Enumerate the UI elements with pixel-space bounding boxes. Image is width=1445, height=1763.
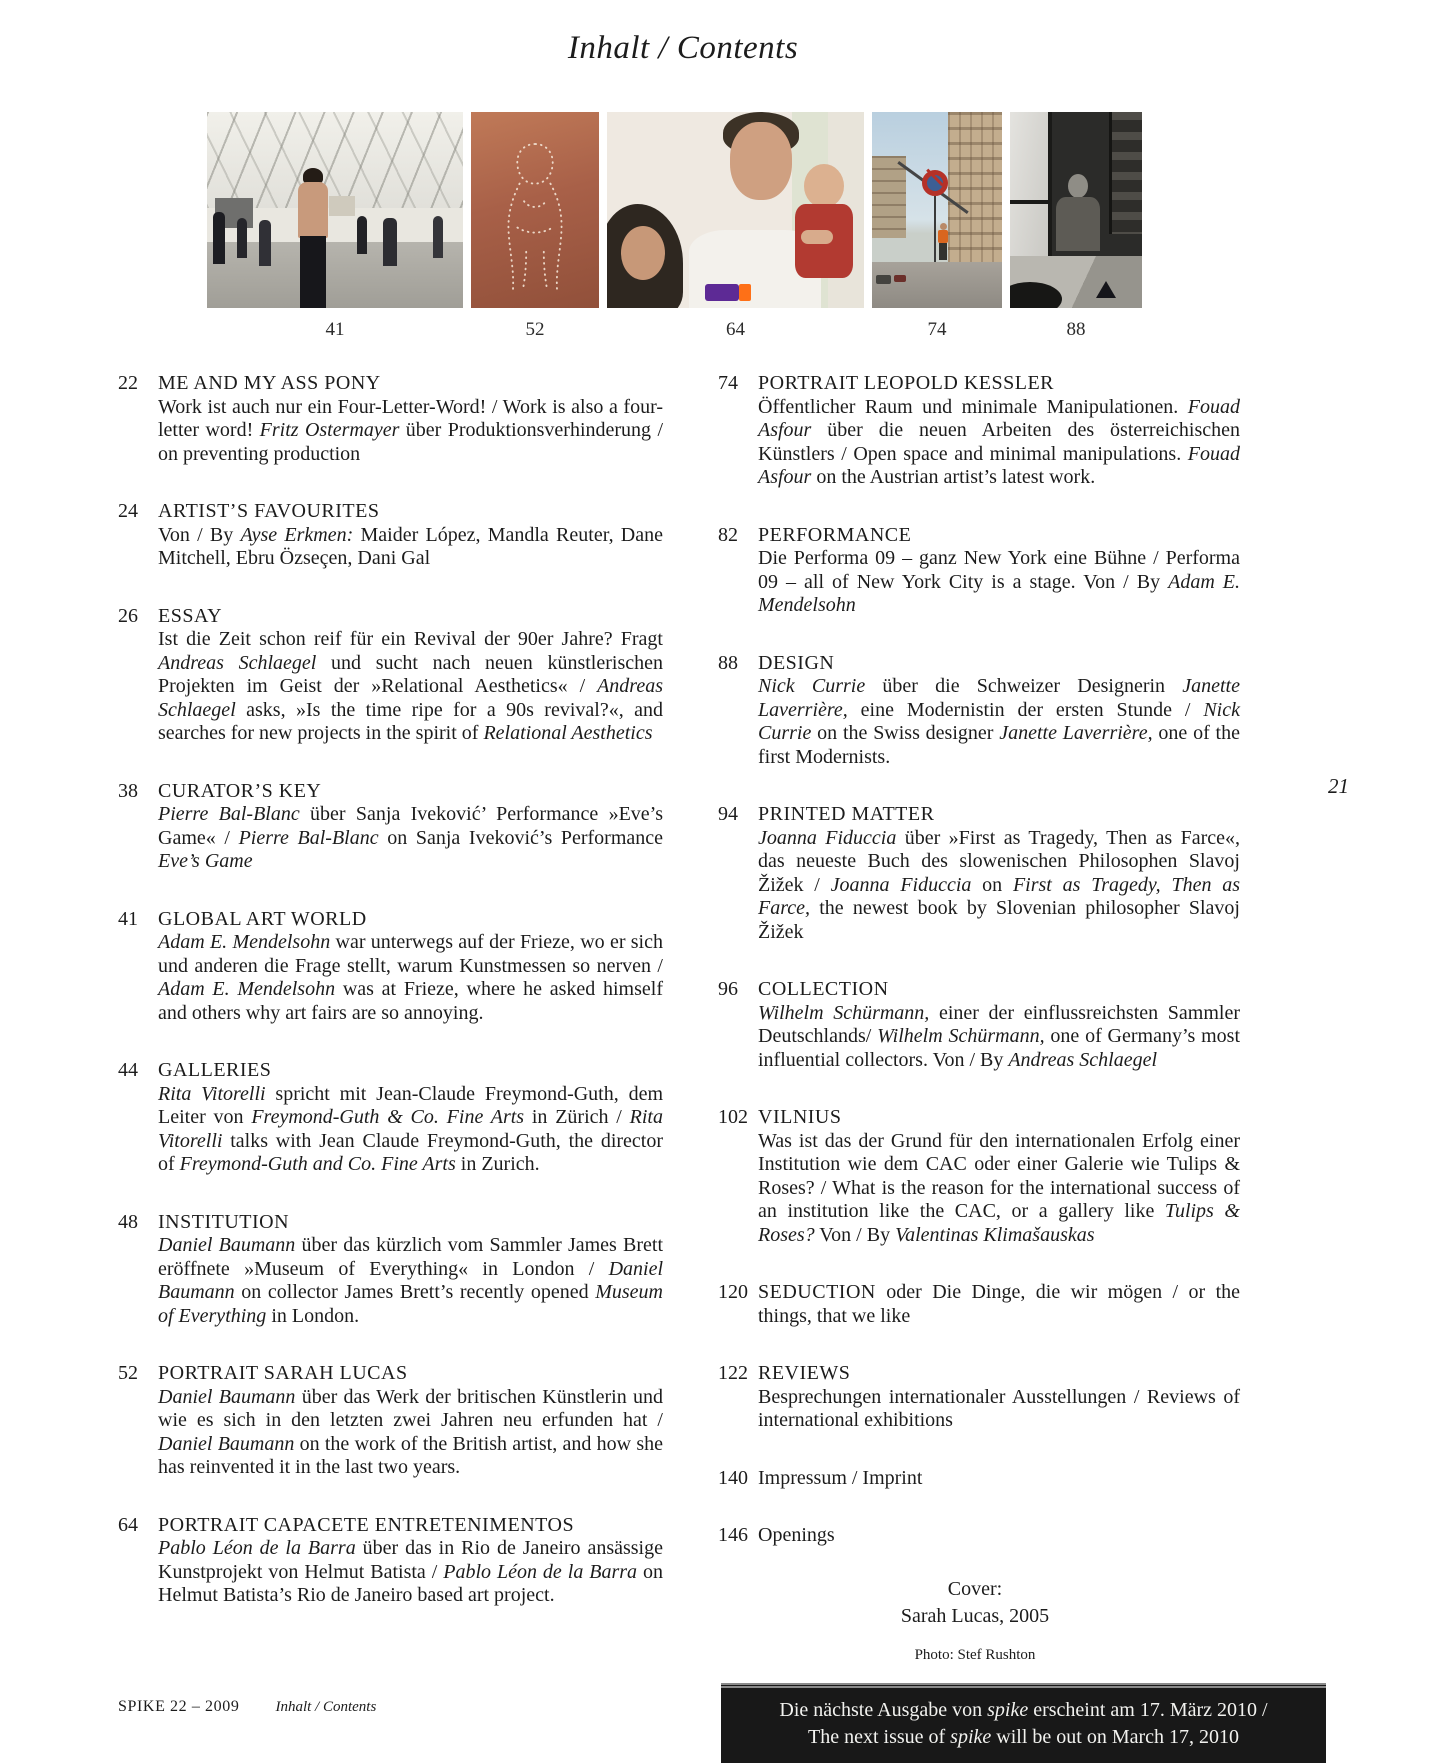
toc-entry-text: Openings [758, 1524, 835, 1546]
toc-entry-text: ME AND MY ASS PONY Work ist auch nur ein Four-Letter-Word! / Work is also a four-letter word! Fritz Ostermayer über Produktionsverhinderung / on preventing production [158, 372, 663, 465]
toc-entry-page-number: 120 [718, 1281, 748, 1303]
photo-thumbnail-embroidery [471, 112, 599, 341]
toc-entry [118, 500, 663, 571]
toc-entry [718, 1362, 1240, 1433]
toc-entry-text: PRINTED MATTER Joanna Fiduccia über »First as Tragedy, Then as Farce«, das neueste Buch des slowenischen Philosophen Slavoj Žižek / Joanna Fiduccia on First as Tragedy, Then as Farce, the newest book by Slovenian philosopher Slavoj Žižek [758, 803, 1241, 943]
photo-embroidery-image [471, 112, 599, 308]
toc-entry-page-number: 140 [718, 1466, 748, 1489]
toc-entry [718, 1281, 1240, 1328]
photo-thumbnail-portrait-bw [1010, 112, 1142, 341]
photo-strip [207, 112, 1142, 341]
toc-entry [718, 652, 1240, 770]
toc-entry-page-number: 146 [718, 1524, 748, 1546]
toc-entry [118, 1514, 663, 1608]
photo-thumbnail-street [872, 112, 1002, 341]
toc-entry [118, 908, 663, 1026]
toc-entry [718, 1106, 1240, 1247]
page-title: Inhalt / Contents [567, 30, 799, 66]
toc-entry-text: PORTRAIT LEOPOLD KESSLER Öffentlicher Raum und minimale Manipulationen. Fouad Asfour über die neuen Arbeiten des österreichischen Künstlers / Open space and minimal manipulations. Fouad Asfour on the Austrian artist’s latest work. [758, 372, 1240, 488]
toc-entry-text: Impressum / Imprint [758, 1466, 923, 1489]
toc-entry-text: ESSAY Ist die Zeit schon reif für ein Revival der 90er Jahre? Fragt Andreas Schlaegel und sucht nach neuen künstlerischen Projekten im Geist der »Relational Aesthetics« / Andreas Schlaegel asks, »Is the time ripe for a 90s revival?«, and searches for new projects in the spirit of Relational Aesthetics [158, 604, 663, 744]
toc-entry-page-number: 22 [118, 372, 138, 394]
photo-caption-page-number: 64 [726, 319, 745, 340]
folio-page-number: 21 [1328, 774, 1349, 798]
cover-title: Sarah Lucas, 2005 [900, 1605, 1050, 1627]
toc-entry-text: PORTRAIT CAPACETE ENTRETENIMENTOS Pablo Léon de la Barra über das in Rio de Janeiro ansässige Kunstprojekt von Helmut Batista / Pablo Léon de la Barra on Helmut Batista’s Rio de Janeiro based art project. [158, 1513, 663, 1606]
toc-entry-text: SEDUCTION oder Die Dinge, die wir mögen / or the things, that we like [758, 1281, 1240, 1327]
toc-entry-page-number: 52 [118, 1362, 138, 1384]
cover-photo-credit: Photo: Stef Rushton [914, 1647, 1036, 1663]
toc-entry [118, 372, 663, 466]
toc-entry [718, 803, 1240, 944]
toc-entry-page-number: 82 [718, 523, 738, 546]
toc-entry [718, 372, 1240, 490]
toc-entry-page-number: 38 [118, 779, 138, 802]
toc-entry-page-number: 94 [718, 803, 738, 825]
toc-entry-text: DESIGN Nick Currie über die Schweizer Designerin Janette Laverrière, eine Modernistin der ersten Stunde / Nick Currie on the Swiss designer Janette Laverrière, one of the first Modernists. [758, 651, 1240, 768]
toc-entry-page-number: 96 [718, 978, 738, 1000]
toc-entry-text: PERFORMANCE Die Performa 09 – ganz New York eine Bühne / Performa 09 – all of New York City is a stage. Von / By Adam E. Mendelsohn [758, 523, 1240, 616]
toc-entry [718, 524, 1240, 618]
photo-art-fair-image [207, 112, 463, 308]
toc-entry-page-number: 41 [118, 907, 138, 930]
toc-column-right [718, 372, 1240, 1582]
toc-entry-text: CURATOR’S KEY Pierre Bal-Blanc über Sanja Iveković’ Performance »Eve’s Game« / Pierre Bal-Blanc on Sanja Iveković’s Performance Eve’s Game [158, 779, 664, 872]
next-issue-banner [721, 1683, 1326, 1763]
photo-family-image [607, 112, 864, 308]
toc-entry-page-number: 88 [718, 651, 738, 674]
cover-label: Cover: [947, 1578, 1003, 1600]
next-issue-line-en: The next issue of spike will be out on March 17, 2010 [807, 1726, 1240, 1748]
toc-entry-text: GALLERIES Rita Vitorelli spricht mit Jean-Claude Freymond-Guth, dem Leiter von Freymond-Guth & Co. Fine Arts in Zürich / Rita Vitorelli talks with Jean Claude Freymond-Guth, the director of Freymond-Guth and Co. Fine Arts in Zurich. [158, 1059, 663, 1175]
photo-portrait-bw-image [1010, 112, 1142, 308]
toc-entry-page-number: 44 [118, 1059, 138, 1081]
photo-thumbnail-art-fair [207, 112, 463, 341]
toc-entry-text: VILNIUS Was ist das der Grund für den internationalen Erfolg einer Institution wie dem CAC oder einer Galerie wie Tulips & Roses? / What is the reason for the international success of an institution like the CAC, or a gallery like Tulips & Roses? Von / By Valentinas Klimašauskas [758, 1106, 1240, 1246]
toc-entry-page-number: 26 [118, 604, 138, 627]
photo-caption-page-number: 74 [927, 319, 947, 340]
stitched-figure-outline [479, 122, 591, 298]
photo-caption-page-number: 41 [325, 319, 345, 340]
toc-entry-page-number: 64 [118, 1513, 138, 1536]
cover-credit-block [775, 1576, 1175, 1669]
toc-entry-text: PORTRAIT SARAH LUCAS Daniel Baumann über das Werk der britischen Künstlerin und wie es sich in den letzten zwei Jahren neu erfunden hat / Daniel Baumann on the work of the British artist, and how she has reinvented it in the last two years. [158, 1362, 663, 1478]
toc-entry-page-number: 102 [718, 1106, 748, 1128]
toc-entry-page-number: 24 [118, 500, 138, 522]
toc-column-left [118, 372, 663, 1642]
photo-caption-page-number: 52 [525, 319, 545, 340]
toc-entry [118, 780, 663, 874]
toc-entry-text: INSTITUTION Daniel Baumann über das kürzlich vom Sammler James Brett eröffnete »Museum of Everything« in London / Daniel Baumann on collector James Brett’s recently opened Museum of Everything in London. [158, 1210, 664, 1327]
toc-entry [718, 978, 1240, 1072]
toc-entry [718, 1524, 1240, 1548]
toc-entry-page-number: 74 [718, 372, 738, 394]
photo-caption-page-number: 88 [1066, 319, 1086, 340]
toc-entry-text: GLOBAL ART WORLD Adam E. Mendelsohn war unterwegs auf der Frieze, wo er sich und anderen die Frage stellt, warum Kunstmessen so nerven / Adam E. Mendelsohn was at Frieze, where he asked himself and others why art fairs are so annoying. [158, 907, 663, 1024]
toc-entry-page-number: 48 [118, 1210, 138, 1233]
toc-entry [118, 1362, 663, 1480]
photo-thumbnail-family [607, 112, 864, 341]
toc-entry [718, 1467, 1240, 1491]
toc-entry-text: COLLECTION Wilhelm Schürmann, einer der einflussreichsten Sammler Deutschlands/ Wilhelm Schürmann, one of Germany’s most influential collectors. Von / By Andreas Schlaegel [758, 978, 1241, 1071]
toc-entry-page-number: 122 [718, 1362, 748, 1384]
photo-street-image [872, 112, 1002, 308]
toc-entry [118, 1059, 663, 1177]
toc-entry-text: ARTIST’S FAVOURITES Von / By Ayse Erkmen: Maider López, Mandla Reuter, Dane Mitchell, Ebru Özseçen, Dani Gal [158, 500, 664, 569]
toc-entry [118, 1211, 663, 1329]
next-issue-line-de: Die nächste Ausgabe von spike erscheint am 17. März 2010 / [779, 1699, 1268, 1721]
footer-section-name: Inhalt / Contents [275, 1699, 377, 1715]
toc-entry-text: REVIEWS Besprechungen internationaler Ausstellungen / Reviews of international exhibitions [758, 1362, 1240, 1431]
footer-magazine-issue: SPIKE 22 – 2009 [118, 1698, 240, 1715]
page-footer [118, 1698, 376, 1716]
toc-entry [118, 605, 663, 746]
